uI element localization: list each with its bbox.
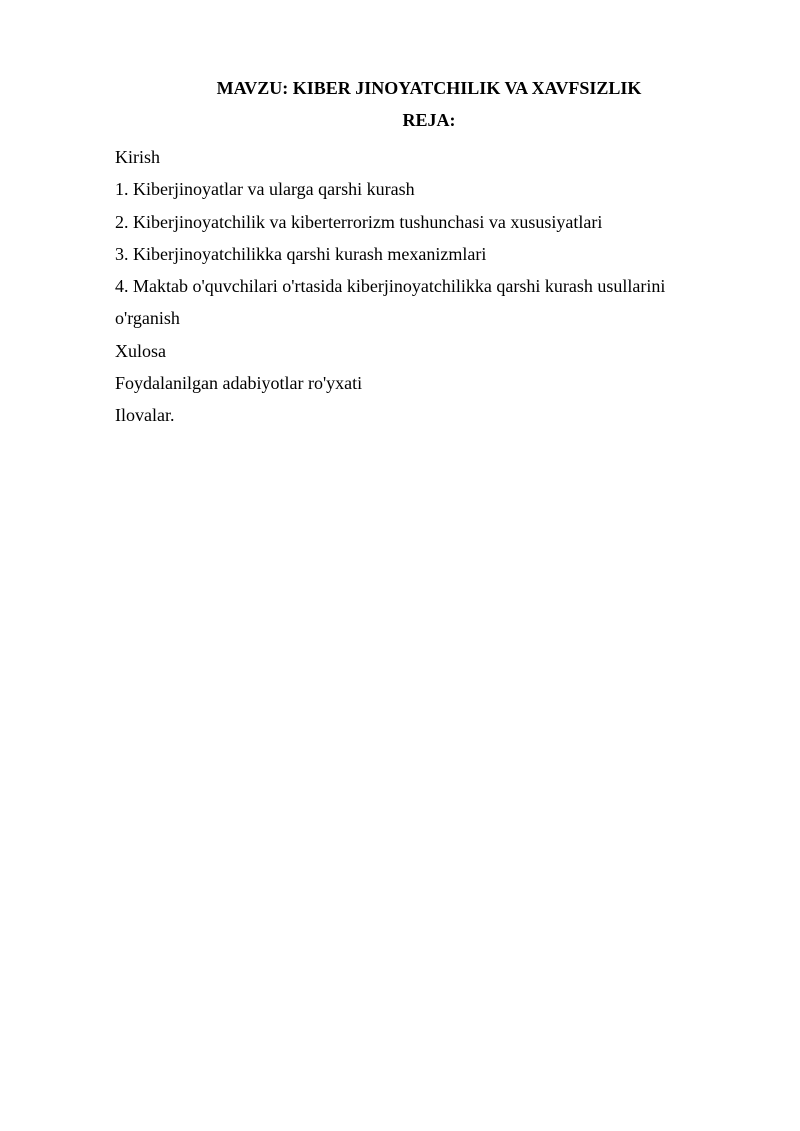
plan-item-4: 4. Maktab o'quvchilari o'rtasida kiberjinoyatchilikka qarshi kurash usullarini <box>115 276 666 297</box>
plan-item-appendices: Ilovalar. <box>115 405 175 426</box>
plan-heading: REJA: <box>402 110 456 130</box>
plan-item-introduction: Kirish <box>115 147 160 167</box>
plan-item-3: 3. Kiberjinoyatchilikka qarshi kurash mexanizmlari <box>115 243 487 264</box>
plan-item-conclusion: Xulosa <box>115 340 166 361</box>
plan-item-references: Foydalanilgan adabiyotlar ro'yxati <box>115 373 363 394</box>
plan-item-4-continuation: o'rganish <box>115 308 180 329</box>
plan-item-1: 1. Kiberjinoyatlar va ularga qarshi kurash <box>115 179 415 200</box>
plan-item-2: 2. Kiberjinoyatchilik va kiberterrorizm tushunchasi va xususiyatlari <box>115 211 603 232</box>
document-title: MAVZU: KIBER JINOYATCHILIK VA XAVFSIZLIK <box>216 78 642 98</box>
plan-list <box>115 141 715 432</box>
